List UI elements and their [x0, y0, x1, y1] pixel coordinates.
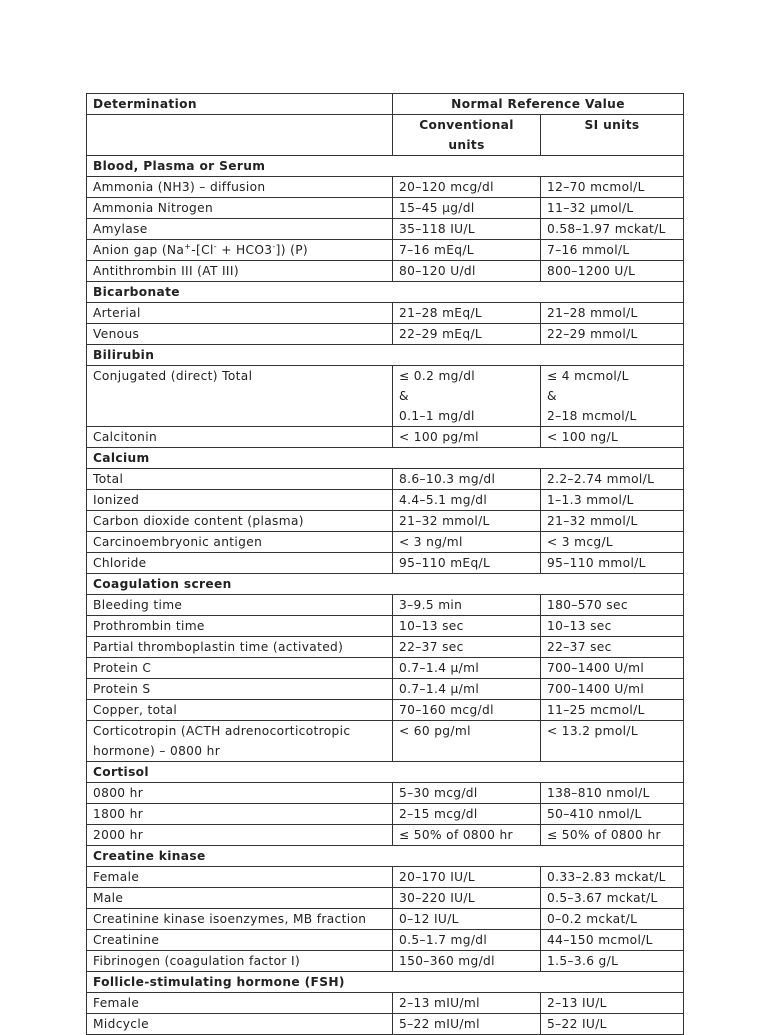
row-name: Partial thromboplastin time (activated) — [87, 637, 393, 658]
row-si: 700–1400 U/ml — [541, 658, 684, 679]
row-conventional: 20–120 mcg/dl — [393, 177, 541, 198]
row-name: 2000 hr — [87, 825, 393, 846]
table-row — [87, 324, 684, 345]
row-conventional: 2–15 mcg/dl — [393, 804, 541, 825]
row-conventional: 70–160 mcg/dl — [393, 700, 541, 721]
row-name: Amylase — [87, 219, 393, 240]
row-conventional: 20–170 IU/L — [393, 867, 541, 888]
row-name: Corticotropin (ACTH adrenocorticotropic hormone) – 0800 hr — [87, 721, 393, 762]
row-si: 11–32 µmol/L — [541, 198, 684, 219]
row-conventional: ≤ 0.2 mg/dl & 0.1–1 mg/dl — [393, 366, 541, 427]
row-si: 0–0.2 mckat/L — [541, 909, 684, 930]
section-row — [87, 574, 684, 595]
row-name: Total — [87, 469, 393, 490]
table-row — [87, 427, 684, 448]
row-conventional: 0–12 IU/L — [393, 909, 541, 930]
row-name: 0800 hr — [87, 783, 393, 804]
table-row — [87, 177, 684, 198]
row-si: < 3 mcg/L — [541, 532, 684, 553]
section-row — [87, 156, 684, 177]
row-name: Fibrinogen (coagulation factor I) — [87, 951, 393, 972]
table-row — [87, 909, 684, 930]
table-row — [87, 490, 684, 511]
row-conventional: 4.4–5.1 mg/dl — [393, 490, 541, 511]
row-name: Copper, total — [87, 700, 393, 721]
row-si: < 100 ng/L — [541, 427, 684, 448]
row-si: 180–570 sec — [541, 595, 684, 616]
section-heading: Calcium — [87, 448, 684, 469]
row-name: Female — [87, 867, 393, 888]
row-si: 11–25 mcmol/L — [541, 700, 684, 721]
table-row — [87, 469, 684, 490]
table-row — [87, 595, 684, 616]
row-si: 2.2–2.74 mmol/L — [541, 469, 684, 490]
row-name: Prothrombin time — [87, 616, 393, 637]
row-conventional: 95–110 mEq/L — [393, 553, 541, 574]
row-name: Antithrombin III (AT III) — [87, 261, 393, 282]
row-conventional: 0.7–1.4 µ/ml — [393, 658, 541, 679]
row-name: Female — [87, 993, 393, 1014]
row-si: 0.58–1.97 mckat/L — [541, 219, 684, 240]
section-heading: Creatine kinase — [87, 846, 684, 867]
table-subheader-row — [87, 115, 684, 156]
table-row — [87, 825, 684, 846]
row-si: 21–28 mmol/L — [541, 303, 684, 324]
row-name: Male — [87, 888, 393, 909]
row-si: 0.5–3.67 mckat/L — [541, 888, 684, 909]
row-conventional: 21–28 mEq/L — [393, 303, 541, 324]
table-row — [87, 951, 684, 972]
row-conventional: 22–37 sec — [393, 637, 541, 658]
row-name: Creatinine — [87, 930, 393, 951]
table-header-row — [87, 94, 684, 115]
section-heading: Bilirubin — [87, 345, 684, 366]
row-si: ≤ 4 mcmol/L & 2–18 mcmol/L — [541, 366, 684, 427]
table-row — [87, 240, 684, 261]
row-si: 50–410 nmol/L — [541, 804, 684, 825]
row-si: 22–37 sec — [541, 637, 684, 658]
row-name: 1800 hr — [87, 804, 393, 825]
row-conventional: 80–120 U/dl — [393, 261, 541, 282]
row-name: Calcitonin — [87, 427, 393, 448]
table-row — [87, 616, 684, 637]
row-name: Arterial — [87, 303, 393, 324]
header-empty-cell — [87, 115, 393, 156]
row-si: 1.5–3.6 g/L — [541, 951, 684, 972]
table-row — [87, 783, 684, 804]
header-normal-reference-value: Normal Reference Value — [393, 94, 684, 115]
row-name: Conjugated (direct) Total — [87, 366, 393, 427]
row-name: Protein C — [87, 658, 393, 679]
row-conventional: 7–16 mEq/L — [393, 240, 541, 261]
row-name: Carcinoembryonic antigen — [87, 532, 393, 553]
table-row — [87, 366, 684, 427]
table-row — [87, 804, 684, 825]
row-name-anion-gap: Anion gap (Na+-[Cl- + HCO3-]) (P) — [87, 240, 393, 261]
row-conventional: 2–13 mIU/ml — [393, 993, 541, 1014]
row-name: Creatinine kinase isoenzymes, MB fraction — [87, 909, 393, 930]
section-row — [87, 448, 684, 469]
row-conventional: ≤ 50% of 0800 hr — [393, 825, 541, 846]
row-conventional: 8.6–10.3 mg/dl — [393, 469, 541, 490]
row-conventional: 5–22 mIU/ml — [393, 1014, 541, 1035]
row-conventional: 150–360 mg/dl — [393, 951, 541, 972]
table-row — [87, 930, 684, 951]
row-si: 800–1200 U/L — [541, 261, 684, 282]
table-row — [87, 219, 684, 240]
row-si: 22–29 mmol/L — [541, 324, 684, 345]
row-conventional: 0.5–1.7 mg/dl — [393, 930, 541, 951]
section-row — [87, 762, 684, 783]
section-heading: Bicarbonate — [87, 282, 684, 303]
section-heading: Follicle-stimulating hormone (FSH) — [87, 972, 684, 993]
row-conventional: < 60 pg/ml — [393, 721, 541, 762]
row-si: 700–1400 U/ml — [541, 679, 684, 700]
row-name: Venous — [87, 324, 393, 345]
table-row — [87, 1014, 684, 1035]
table-row — [87, 303, 684, 324]
row-si: 10–13 sec — [541, 616, 684, 637]
section-heading: Cortisol — [87, 762, 684, 783]
section-heading: Coagulation screen — [87, 574, 684, 595]
row-conventional: 5–30 mcg/dl — [393, 783, 541, 804]
row-si: < 13.2 pmol/L — [541, 721, 684, 762]
table-row — [87, 658, 684, 679]
row-conventional: < 100 pg/ml — [393, 427, 541, 448]
table-row — [87, 553, 684, 574]
row-si: 138–810 nmol/L — [541, 783, 684, 804]
table-row — [87, 867, 684, 888]
row-si: 21–32 mmol/L — [541, 511, 684, 532]
table-row — [87, 993, 684, 1014]
reference-values-table — [86, 93, 684, 1035]
header-conventional-units: Conventional units — [393, 115, 541, 156]
section-heading: Blood, Plasma or Serum — [87, 156, 684, 177]
row-conventional: 22–29 mEq/L — [393, 324, 541, 345]
table-row — [87, 700, 684, 721]
row-name: Ammonia Nitrogen — [87, 198, 393, 219]
row-si: 95–110 mmol/L — [541, 553, 684, 574]
row-name: Midcycle — [87, 1014, 393, 1035]
section-row — [87, 282, 684, 303]
row-name: Chloride — [87, 553, 393, 574]
row-conventional: 30–220 IU/L — [393, 888, 541, 909]
table-row — [87, 511, 684, 532]
section-row — [87, 972, 684, 993]
row-conventional: 3–9.5 min — [393, 595, 541, 616]
row-name: Ionized — [87, 490, 393, 511]
row-si: 12–70 mcmol/L — [541, 177, 684, 198]
table-row — [87, 888, 684, 909]
row-conventional: < 3 ng/ml — [393, 532, 541, 553]
row-name: Ammonia (NH3) – diffusion — [87, 177, 393, 198]
row-si: 5–22 IU/L — [541, 1014, 684, 1035]
section-row — [87, 846, 684, 867]
table-row — [87, 637, 684, 658]
row-conventional: 0.7–1.4 µ/ml — [393, 679, 541, 700]
row-si: ≤ 50% of 0800 hr — [541, 825, 684, 846]
table-row — [87, 532, 684, 553]
row-conventional: 35–118 IU/L — [393, 219, 541, 240]
table-row — [87, 721, 684, 762]
header-si-units: SI units — [541, 115, 684, 156]
row-si: 0.33–2.83 mckat/L — [541, 867, 684, 888]
row-conventional: 21–32 mmol/L — [393, 511, 541, 532]
section-row — [87, 345, 684, 366]
row-conventional: 15–45 µg/dl — [393, 198, 541, 219]
header-determination: Determination — [87, 94, 393, 115]
row-conventional: 10–13 sec — [393, 616, 541, 637]
row-si: 1–1.3 mmol/L — [541, 490, 684, 511]
table-row — [87, 198, 684, 219]
row-si: 7–16 mmol/L — [541, 240, 684, 261]
table-row — [87, 679, 684, 700]
row-name: Protein S — [87, 679, 393, 700]
row-si: 44–150 mcmol/L — [541, 930, 684, 951]
table-row — [87, 261, 684, 282]
row-name: Carbon dioxide content (plasma) — [87, 511, 393, 532]
row-name: Bleeding time — [87, 595, 393, 616]
row-si: 2–13 IU/L — [541, 993, 684, 1014]
